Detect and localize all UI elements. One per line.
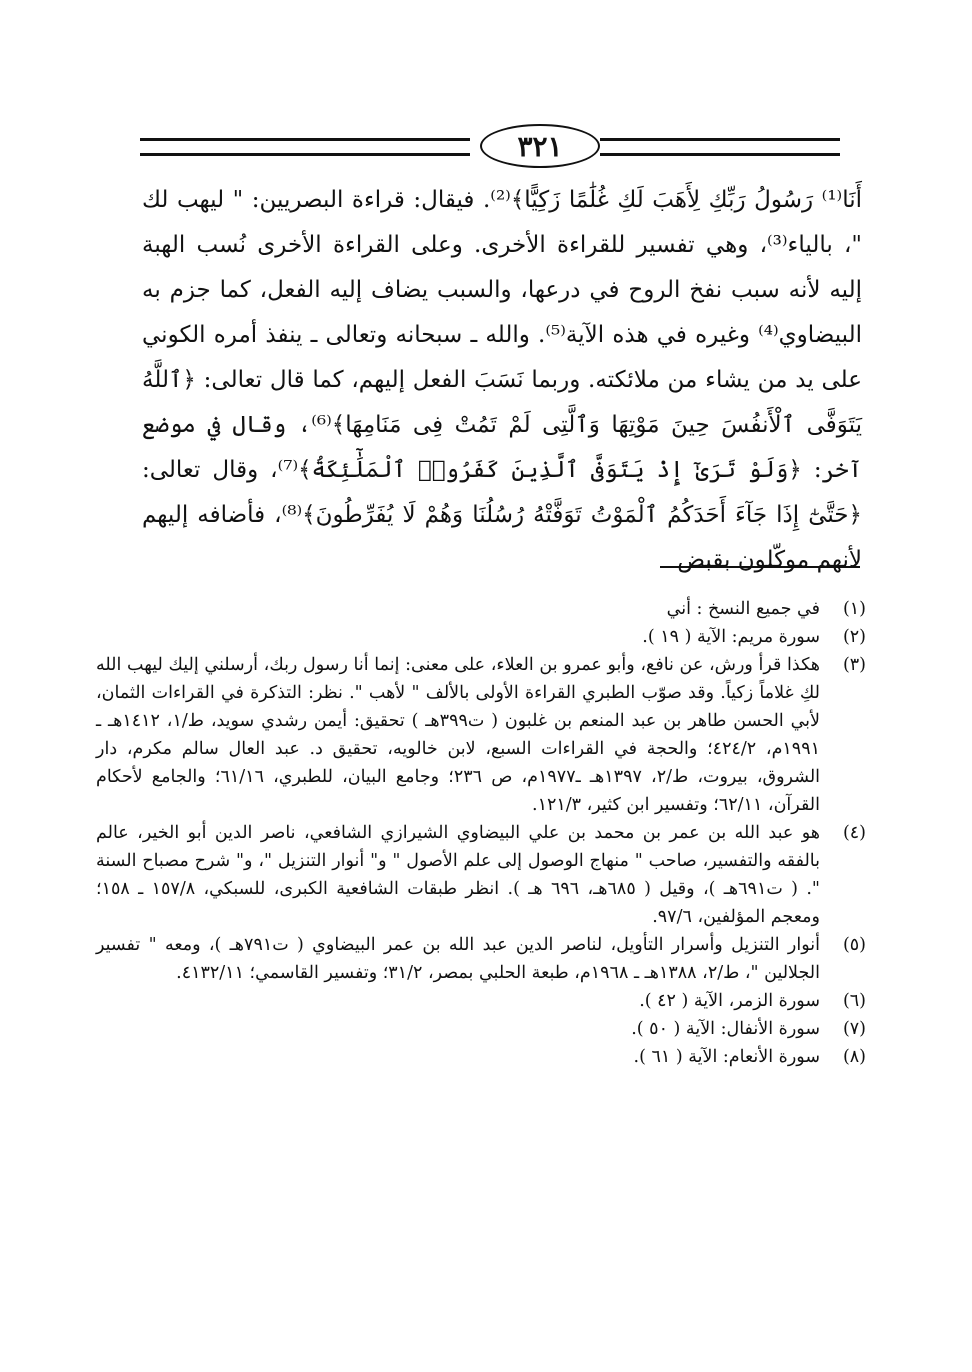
footnote-text: هو عبد الله بن عمر بن محمد بن علي البيضاوي الشيرازي الشافعي، ناصر الدين أبو الخير، عالم بالفقه والتفسير، صاحب " منهاج الوصول إلى علم الأصول " و" أنوار التنزيل "، و" شرح مصباح السنة ". ( ت٦٩١هـ )، وقيل ( ٦٨٥هـ، ٦٩٦ هـ ). انظر طبقات الشافعية الكبرى، للسبكي، ١٥٧/٨ ـ ١٥٨؛ ومعجم المؤلفين، ٩٧/٦. [96, 823, 820, 927]
footnote-text: سورة مريم: الآية ( ١٩ ). [642, 627, 820, 647]
footnote-5 [96, 931, 866, 987]
header-rule-right [600, 138, 840, 156]
footnote-number: (٢) [842, 627, 866, 647]
footnote-separator [660, 566, 860, 568]
footnote-2 [96, 623, 866, 651]
footnote-text: سورة الزمر، الآية ( ٤٢ ). [639, 991, 820, 1011]
footnote-number: (٦) [842, 991, 866, 1011]
footnote-text: في جميع النسخ : أني [666, 599, 820, 619]
footnote-3 [96, 651, 866, 819]
footnote-1 [96, 595, 866, 623]
footnote-text: هكذا قرأ ورش، عن نافع، وأبو عمرو بن العلاء، على معنى: إنما أنا رسول ربك، أرسلني إليك ليهب الله لكِ غلاماً زكياً. وقد صوّب الطبري القراءة الأولى بالألف " لأهب ". نظر: التذكرة في القراءات الثمان، لأبي الحسن طاهر بن عبد المنعم بن غلبون ( ت٣٩٩هـ ) تحقيق: أيمن رشدي سويد، ط/١، ١٤١٢هـ ـ ١٩٩١م، ٤٢٤/٢؛ والحجة في القراءات السبع، لابن خالويه، تحقيق د. عبد العال سالم مكرم، دار الشروق، بيروت، ط/٢، ١٣٩٧هـ ـ١٩٧٧م، ص ٢٣٦؛ وجامع البيان، للطبري، ٦١/١٦؛ والجامع لأحكام القرآن، ٦٢/١١؛ وتفسير ابن كثير، ١٢١/٣. [96, 655, 821, 815]
footnotes [96, 595, 866, 1071]
footnote-number: (١) [842, 599, 866, 619]
footnote-number: (٧) [842, 1019, 866, 1039]
footnote-text: أنوار التنزيل وأسرار التأويل، لناصر الدين عبد الله بن عمر البيضاوي ( ت٧٩١هـ )، ومعه " تفسير الجلالين "، ط/٢، ١٣٨٨هـ ـ ١٩٦٨م، طبعة الحلبي بمصر، ٣١/٢؛ وتفسير القاسمي؛ ٤١٣٢/١١. [96, 935, 820, 983]
footnote-number: (٣) [842, 655, 866, 675]
footnote-text: سورة الأنفال: الآية ( ٥٠ ). [631, 1019, 820, 1039]
footnote-number: (٥) [842, 935, 866, 955]
page-number: ٣٢١ [480, 124, 600, 168]
footnote-number: (٨) [842, 1047, 866, 1067]
footnote-8 [96, 1043, 866, 1071]
page-header [140, 118, 840, 168]
main-paragraph: أَنَا⁽¹⁾ رَسُولُ رَبِّكِ لِأَهَبَ لَكِ غُلَٰمًا زَكِيًّا﴾⁽²⁾. فيقال: قراءة البصريين: " ليهب لك "، بالياء⁽³⁾، وهي تفسير للقراءة الأخرى. وعلى القراءة الأخرى نُسب الهبة إليه لأنه سبب نفخ الروح في درعها، والسبب يضاف إليه الفعل، كما جزم به البيضاوي⁽⁴⁾ وغيره في هذه الآية⁽⁵⁾. والله ـ سبحانه وتعالى ـ ينفذ أمره الكوني على يد من يشاء من ملائكته. وربما نَسَبَ الفعل إليهم، كما قال تعالى: ﴿ٱللَّهُ يَتَوَفَّى ٱلْأَنفُسَ حِينَ مَوْتِهَا وَٱلَّتِى لَمْ تَمُتْ فِى مَنَامِهَا﴾⁽⁶⁾، وقال في موضع آخر: ﴿وَلَوْ تَرَىٰٓ إِذْ يَتَوَفَّى ٱلَّذِينَ كَفَرُوا۟ ٱلْمَلَٰٓئِكَةُ﴾⁽⁷⁾، وقال تعالى: ﴿حَتَّىٰٓ إِذَا جَآءَ أَحَدَكُمُ ٱلْمَوْتُ تَوَفَّتْهُ رُسُلُنَا وَهُمْ لَا يُفَرِّطُونَ﴾⁽⁸⁾، فأضافه إليهم لأنهم موكّلون بقبض [142, 187, 862, 573]
main-text-block [142, 178, 862, 583]
footnote-4 [96, 819, 866, 931]
footnote-7 [96, 1015, 866, 1043]
footnote-number: (٤) [842, 823, 866, 843]
header-rule-left [140, 138, 470, 156]
footnote-text: سورة الأنعام: الآية ( ٦١ ). [633, 1047, 820, 1067]
footnote-6 [96, 987, 866, 1015]
